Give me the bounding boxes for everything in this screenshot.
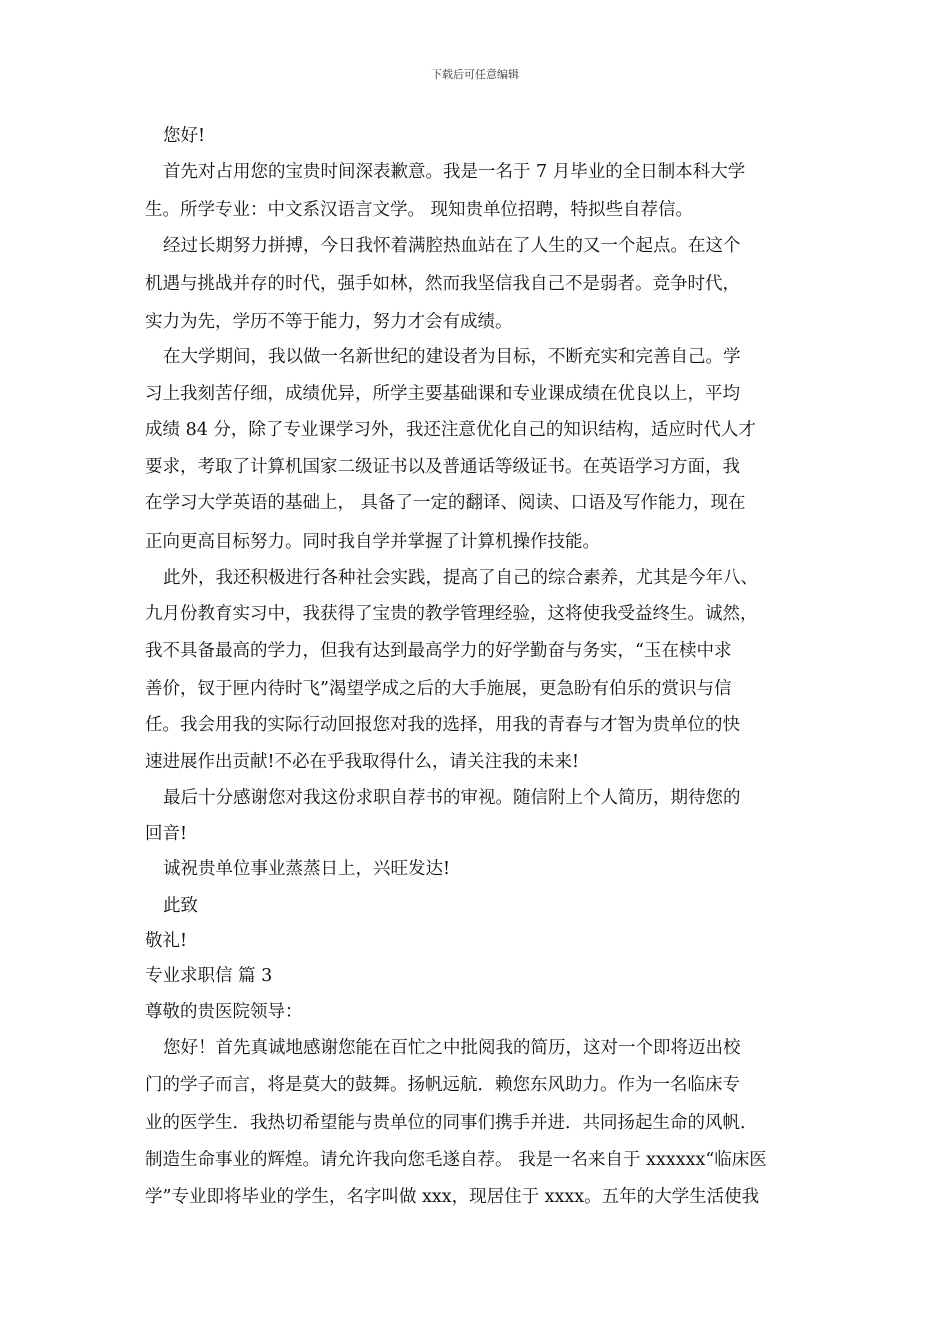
text-line: 此外，我还积极进行各种社会实践，提高了自己的综合素养，尤其是今年八、 bbox=[163, 568, 758, 588]
text-line: 首先对占用您的宝贵时间深表歉意。我是一名于 7 月毕业的全日制本科大学 bbox=[163, 162, 746, 182]
salutation: 尊敬的贵医院领导： bbox=[145, 1002, 303, 1022]
text-line: 您好！首先真诚地感谢您能在百忙之中批阅我的简历，这对一个即将迈出校 bbox=[163, 1038, 741, 1058]
text-line: 此致 bbox=[163, 896, 198, 916]
text-line: 在学习大学英语的基础上， 具备了一定的翻译、阅读、口语及写作能力，现在 bbox=[145, 493, 746, 513]
page-header: 下载后可任意编辑 bbox=[431, 68, 519, 81]
text-line: 敬礼! bbox=[145, 931, 188, 951]
text-line: 机遇与挑战并存的时代，强手如林，然而我坚信我自己不是弱者。竞争时代， bbox=[145, 274, 740, 294]
text-line: 生。所学专业：中文系汉语言文学。 现知贵单位招聘，特拟些自荐信。 bbox=[145, 200, 694, 220]
text-line: 任。我会用我的实际行动回报您对我的选择，用我的青春与才智为贵单位的快 bbox=[145, 715, 740, 735]
text-line: 善价，钗于匣内待时飞”渴望学成之后的大手施展，更急盼有伯乐的赏识与信 bbox=[145, 679, 732, 699]
text-line: 九月份教育实习中，我获得了宝贵的教学管理经验，这将使我受益终生。诚然， bbox=[145, 604, 758, 624]
section-heading: 专业求职信 篇 3 bbox=[145, 966, 273, 986]
text-line: 成绩 84 分，除了专业课学习外，我还注意优化自己的知识结构，适应时代人才 bbox=[145, 420, 756, 440]
text-line: 最后十分感谢您对我这份求职自荐书的审视。随信附上个人简历，期待您的 bbox=[163, 788, 741, 808]
text-line: 业的医学生．我热切希望能与贵单位的同事们携手并进．共同扬起生命的风帆． bbox=[145, 1113, 758, 1133]
text-line: 速进展作出贡献!不必在乎我取得什么，请关注我的未来! bbox=[145, 752, 580, 772]
text-line: 您好! bbox=[163, 126, 206, 146]
text-line: 诚祝贵单位事业蒸蒸日上，兴旺发达! bbox=[163, 859, 451, 879]
text-line: 在大学期间，我以做一名新世纪的建设者为目标，不断充实和完善自己。学 bbox=[163, 347, 741, 367]
text-line: 习上我刻苦仔细，成绩优异，所学主要基础课和专业课成绩在优良以上，平均 bbox=[145, 384, 740, 404]
text-line: 回音! bbox=[145, 824, 188, 844]
text-line: 实力为先，学历不等于能力，努力才会有成绩。 bbox=[145, 312, 513, 332]
text-line: 经过长期努力拼搏，今日我怀着满腔热血站在了人生的又一个起点。在这个 bbox=[163, 236, 741, 256]
text-line: 要求，考取了计算机国家二级证书以及普通话等级证书。在英语学习方面，我 bbox=[145, 457, 740, 477]
text-line: 我不具备最高的学力，但我有达到最高学力的好学勤奋与务实，“玉在椟中求 bbox=[145, 641, 732, 661]
text-line: 正向更高目标努力。同时我自学并掌握了计算机操作技能。 bbox=[145, 532, 600, 552]
text-line: 制造生命事业的辉煌。请允许我向您毛遂自荐。 我是一名来自于 xxxxxx“临床医 bbox=[145, 1150, 767, 1170]
text-line: 门的学子而言，将是莫大的鼓舞。扬帆远航．赖您东风助力。作为一名临床专 bbox=[145, 1075, 740, 1095]
text-line: 学”专业即将毕业的学生，名字叫做 xxx，现居住于 xxxx。五年的大学生活使我 bbox=[145, 1187, 760, 1207]
